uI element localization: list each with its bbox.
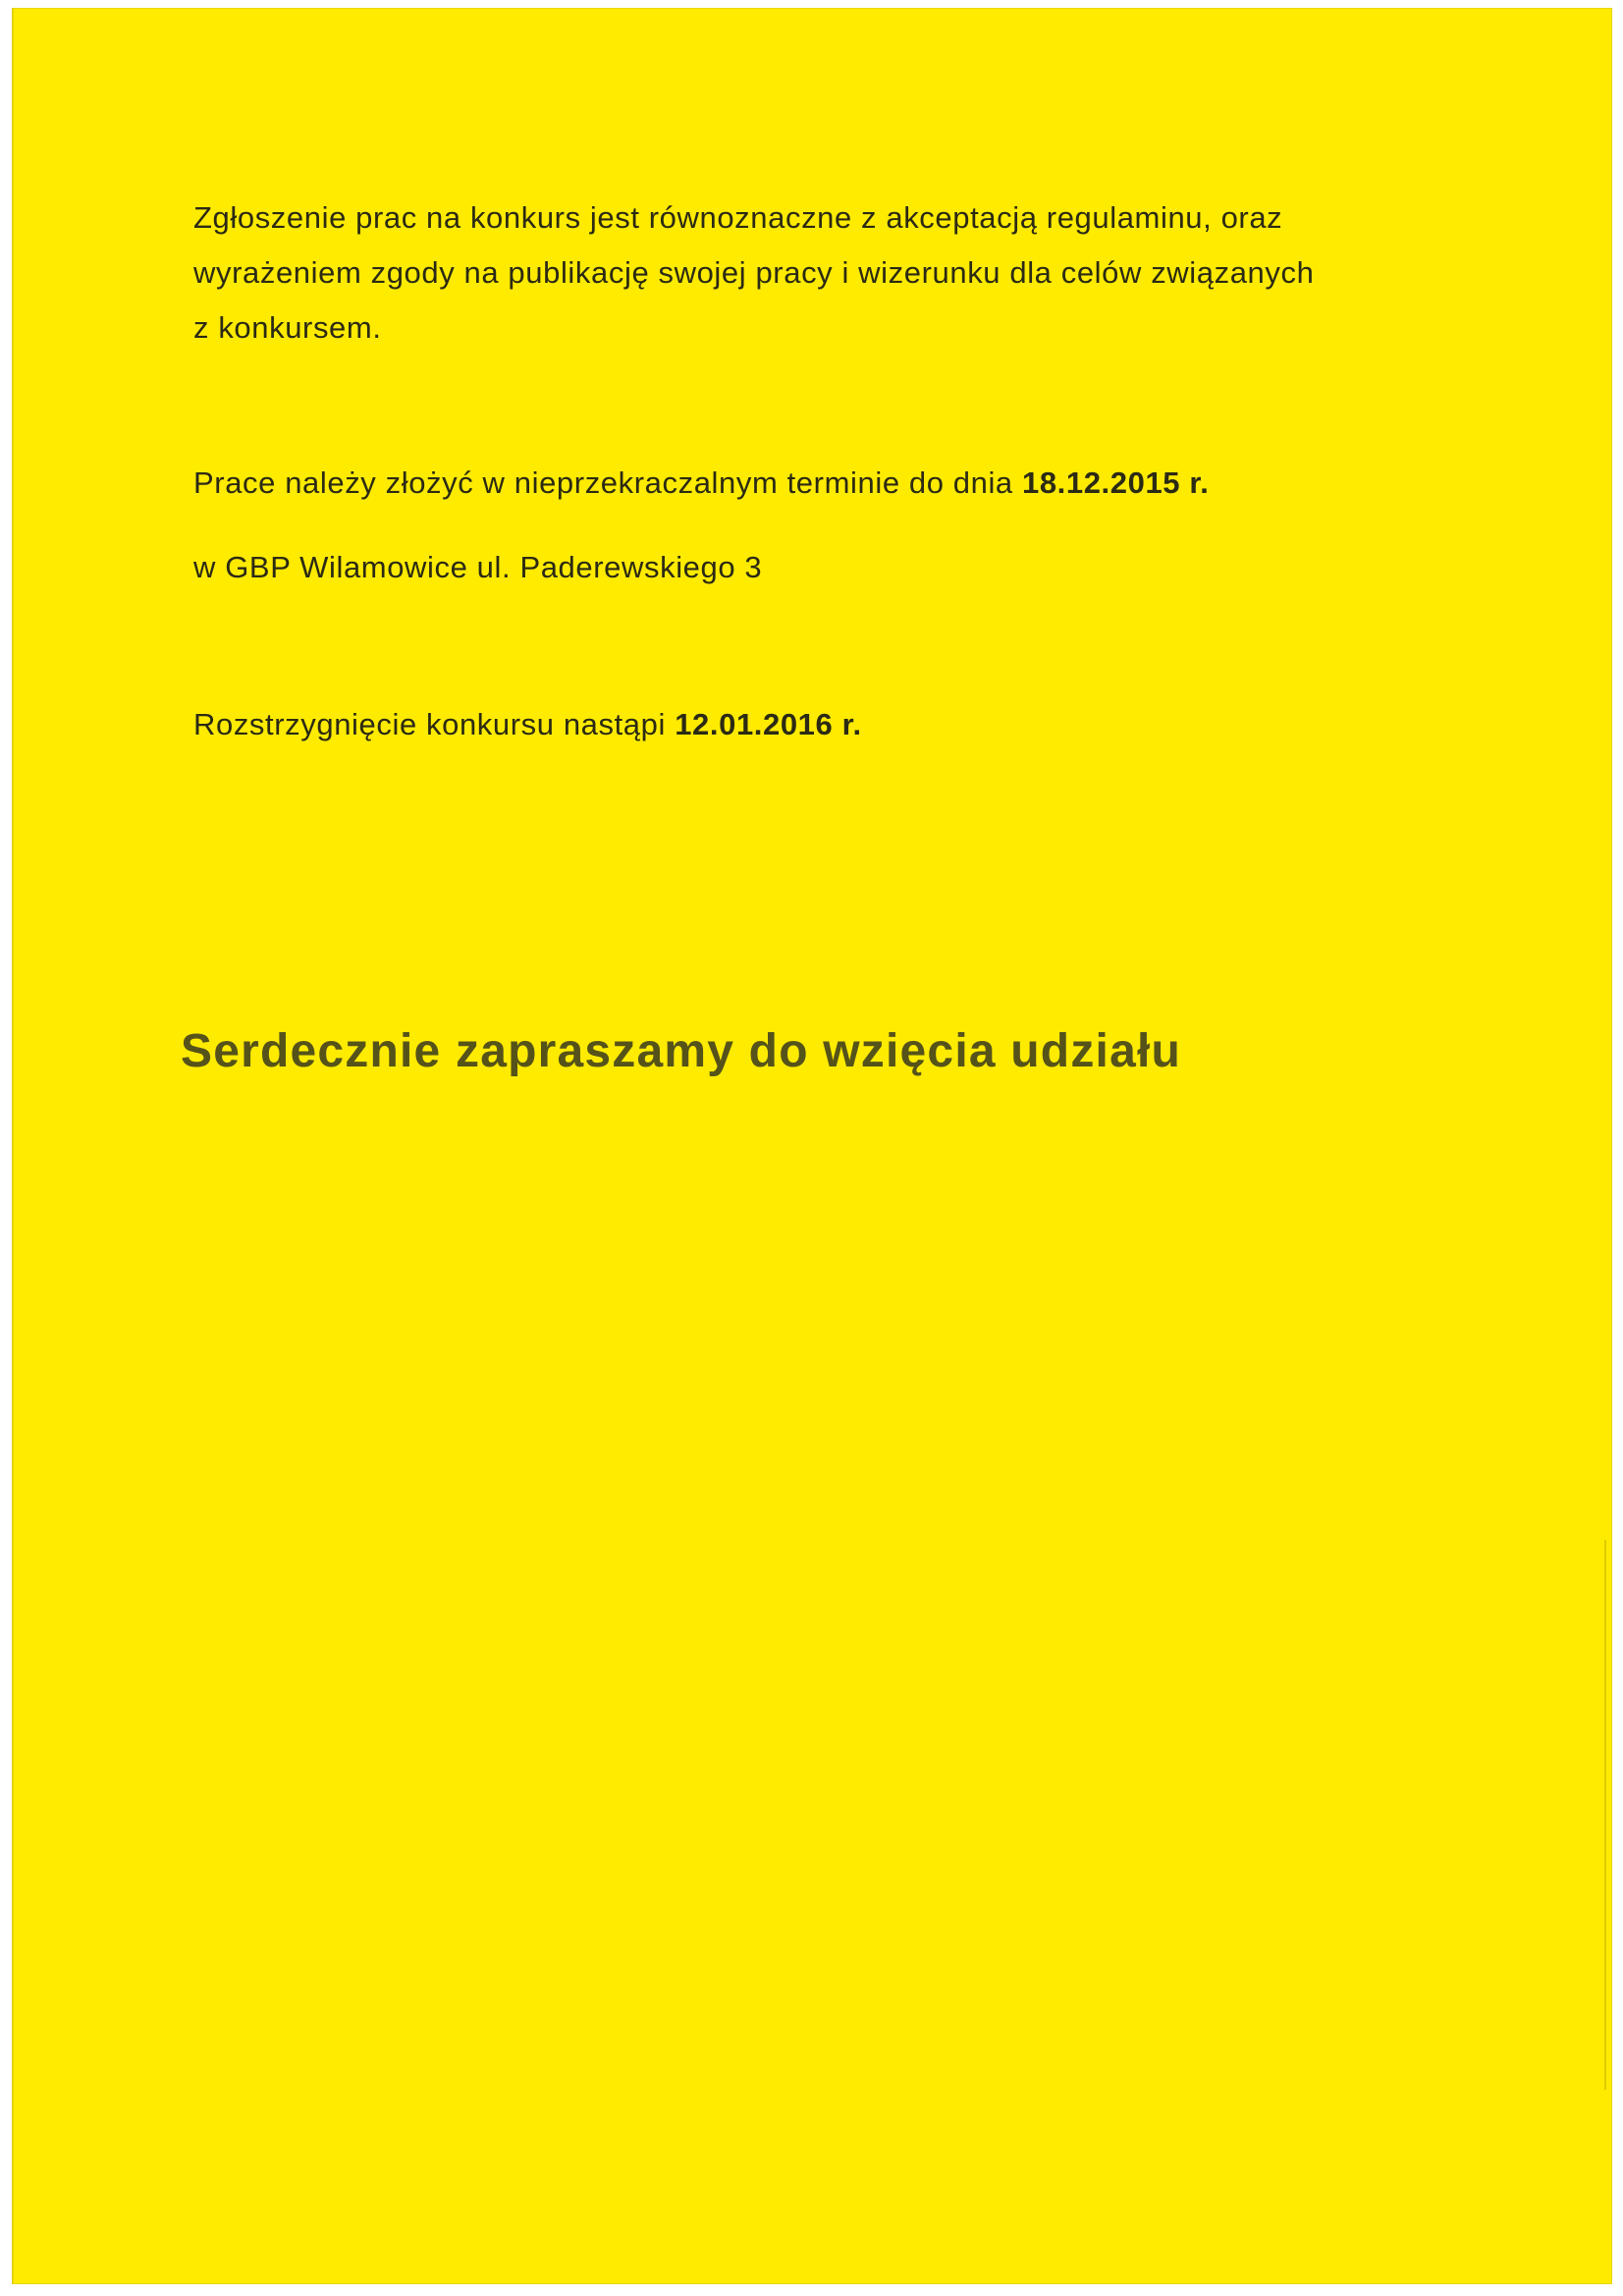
results-date: 12.01.2016 r. — [675, 707, 862, 741]
page-edge-right — [1604, 1540, 1606, 2090]
results-line — [193, 697, 862, 752]
consent-line-1: Zgłoszenie prac na konkurs jest równoznaczne z akceptacją regulaminu, oraz — [193, 200, 1283, 235]
consent-line-3: z konkursem. — [193, 310, 382, 345]
results-text: Rozstrzygnięcie konkursu nastąpi — [193, 707, 676, 741]
deadline-line — [193, 456, 1210, 511]
document-page — [12, 8, 1612, 2284]
page-edge-left — [12, 8, 14, 2284]
deadline-date: 18.12.2015 r. — [1021, 465, 1210, 500]
consent-paragraph — [193, 191, 1314, 355]
consent-line-2: wyrażeniem zgody na publikację swojej pracy i wizerunku dla celów związanych — [193, 255, 1315, 290]
deadline-text: Prace należy złożyć w nieprzekraczalnym terminie do dnia — [193, 465, 1022, 500]
location-line: w GBP Wilamowice ul. Paderewskiego 3 — [193, 550, 763, 584]
invitation-heading: Serdecznie zapraszamy do wzięcia udziału — [181, 1025, 1182, 1077]
